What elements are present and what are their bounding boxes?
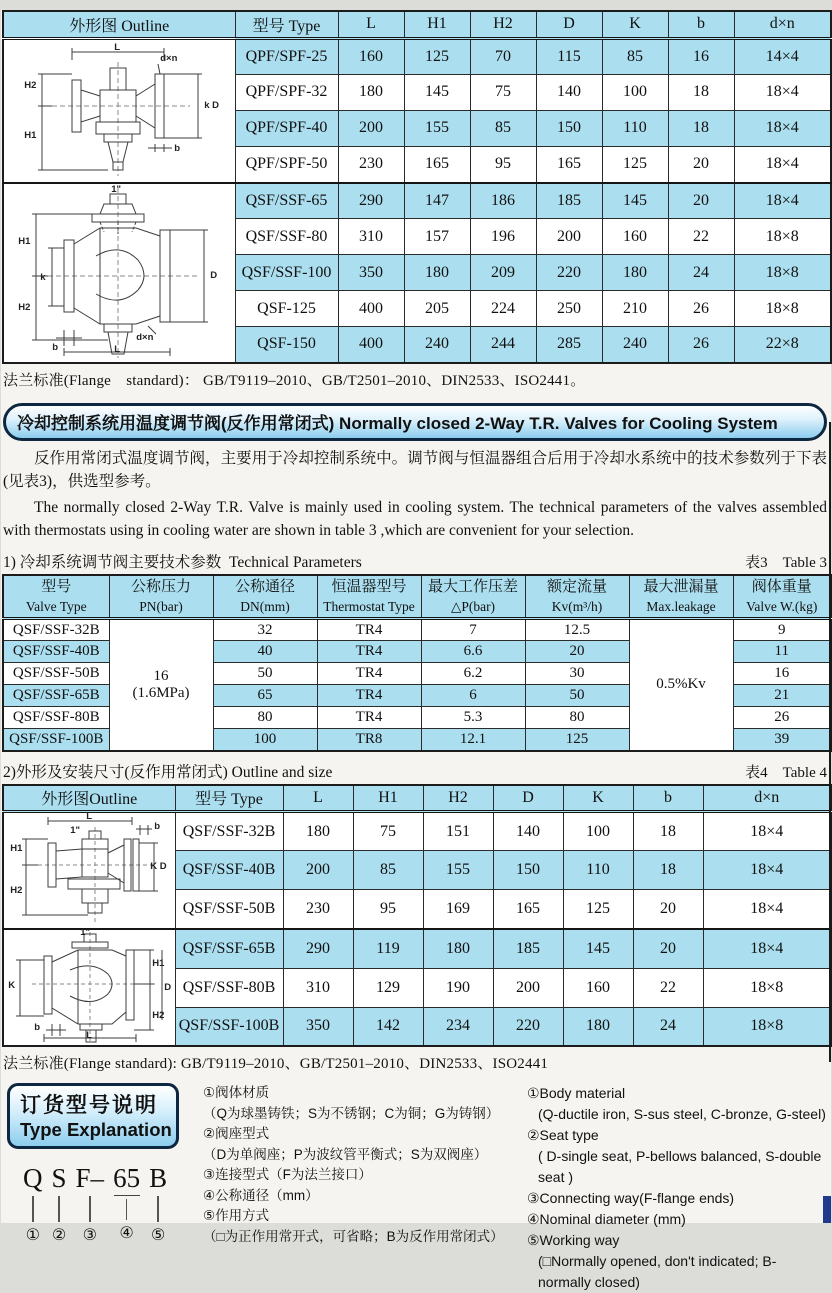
cell-value: 80 <box>525 707 629 729</box>
section-heading-1 <box>3 550 827 572</box>
code-letter: Q <box>23 1163 43 1193</box>
cell-value: 119 <box>353 929 423 968</box>
cell-value: 22×8 <box>734 327 831 363</box>
section-1-title-en: Technical Parameters <box>229 553 362 571</box>
cell-value: 125 <box>525 729 629 751</box>
table-technical-parameters <box>2 574 832 752</box>
cell-value: 110 <box>563 851 633 890</box>
col-header-dxn: d×n <box>734 11 831 38</box>
cell-value: 400 <box>338 327 404 363</box>
cell-type: QSF-150 <box>235 327 338 363</box>
cell-value: TR8 <box>317 729 421 751</box>
section-heading-2 <box>3 760 827 782</box>
cell-value: 70 <box>470 38 536 74</box>
cell-value: 196 <box>470 219 536 255</box>
cell-value: 157 <box>404 219 470 255</box>
col-header-D: D <box>536 11 602 38</box>
cell-value: 24 <box>633 1007 703 1046</box>
cell-leakage-merged: 0.5%Kv <box>629 619 733 751</box>
code-letter: S <box>51 1163 67 1193</box>
cell-type: QSF/SSF-50B <box>175 890 283 929</box>
cell-value: 12.1 <box>421 729 525 751</box>
list-line: （Q为球墨铸铁；S为不锈钢；C为铜；G为铸钢） <box>203 1105 500 1121</box>
cell-value: 85 <box>602 38 668 74</box>
cell-value: 142 <box>353 1007 423 1046</box>
code-item-4 <box>113 1163 140 1244</box>
cell-value: 18×4 <box>703 851 831 890</box>
table-outline-dimensions <box>2 10 832 364</box>
cell-value: 160 <box>563 968 633 1007</box>
cell-type: QSF/SSF-40B <box>175 851 283 890</box>
dim-label-b: b <box>154 821 161 832</box>
cell-value: 18×4 <box>734 110 831 146</box>
circled-digit: ⑤ <box>150 1225 166 1244</box>
cell-type: QSF/SSF-65B <box>3 685 109 707</box>
cell-value: 115 <box>536 38 602 74</box>
dim-label-dxn: d×n <box>136 331 154 343</box>
cell-value: 200 <box>338 110 404 146</box>
col-header-dn: 公称通径 DN(mm) <box>213 575 317 619</box>
flange-standard-note-2: 法兰标准(Flange standard): GB/T9119–2010、GB/T2501–2010、DIN2533、ISO2441 <box>3 1056 549 1072</box>
cell-type: QPF/SPF-50 <box>235 146 338 182</box>
col-header-H1: H1 <box>404 11 470 38</box>
cell-value: 18 <box>668 74 734 110</box>
table-header-row <box>3 575 831 619</box>
valve-outline-drawing-3way <box>3 183 235 363</box>
dim-label-b: b <box>34 1022 41 1033</box>
circled-digit: ② <box>51 1225 67 1244</box>
col-header-leakage: 最大泄漏量 Max.leakage <box>629 575 733 619</box>
dim-label-L: L <box>86 1030 93 1041</box>
cell-value: 100 <box>602 74 668 110</box>
cell-value: 190 <box>423 968 493 1007</box>
list-line: （D为单阀座；P为波纹管平衡式；S为双阀座） <box>203 1146 488 1162</box>
cell-value: TR4 <box>317 685 421 707</box>
cell-value: 39 <box>733 729 831 751</box>
cell-type: QSF/SSF-50B <box>3 663 109 685</box>
cell-value: 150 <box>536 110 602 146</box>
cell-value: 11 <box>733 641 831 663</box>
cell-value: 18×8 <box>734 219 831 255</box>
cell-value: 180 <box>423 929 493 968</box>
cell-value: 350 <box>338 255 404 291</box>
list-line: ③Connecting way(F-flange ends) <box>527 1190 735 1206</box>
cell-value: 200 <box>536 219 602 255</box>
cell-value: 18×4 <box>734 146 831 182</box>
cell-type: QSF/SSF-40B <box>3 641 109 663</box>
col-header-dp: 最大工作压差 △P(bar) <box>421 575 525 619</box>
paragraph-english: The normally closed 2-Way T.R. Valve is mainly used in cooling system. The technical parameters of the valves assembled with thermostats using in cooling water are shown in table 3 ,which are convenient for your selection. <box>3 498 827 539</box>
col-header-K: K <box>563 785 633 812</box>
cell-value: 125 <box>404 38 470 74</box>
cell-value: 20 <box>525 641 629 663</box>
cell-value: 95 <box>353 890 423 929</box>
cell-value: 32 <box>213 619 317 641</box>
cell-value: 6.2 <box>421 663 525 685</box>
leader-line <box>32 1196 34 1222</box>
dim-label-K: K <box>8 980 16 991</box>
cell-value: 95 <box>470 146 536 182</box>
table-row <box>3 38 831 74</box>
list-line: ②Seat type <box>527 1127 599 1143</box>
cell-value: 80 <box>213 707 317 729</box>
cell-value: 310 <box>283 968 353 1007</box>
cell-value: 350 <box>283 1007 353 1046</box>
dim-label-L: L <box>114 41 121 53</box>
list-line: ①阀体材质 <box>203 1085 270 1100</box>
type-explanation-title-en: Type Explanation <box>20 1119 172 1140</box>
cell-value: 26 <box>733 707 831 729</box>
cell-value: 18×8 <box>734 291 831 327</box>
cell-type: QSF/SSF-32B <box>3 619 109 641</box>
list-line: ①Body material <box>527 1085 626 1101</box>
cell-value: 6 <box>421 685 525 707</box>
dim-label-H2: H2 <box>152 1010 165 1021</box>
dim-label-b: b <box>174 142 181 154</box>
cell-value: 285 <box>536 327 602 363</box>
cell-value: 180 <box>563 1007 633 1046</box>
cell-type: QSF/SSF-80B <box>3 707 109 729</box>
cell-type: QPF/SPF-25 <box>235 38 338 74</box>
dim-label-KD: K D <box>150 861 167 872</box>
cell-value: 205 <box>404 291 470 327</box>
table-header-row <box>3 11 831 38</box>
paragraph-chinese: 反作用常闭式温度调节阀，主要用于冷却控制系统中。调节阀与恒温器组合后用于冷却水系统中的技术参数列于下表(见表3)，供选型参考。 <box>3 449 827 490</box>
cell-value: 18×4 <box>703 890 831 929</box>
col-header-thermostat: 恒温器型号 Thermostat Type <box>317 575 421 619</box>
type-explanation-section <box>7 1083 829 1293</box>
list-line: （□为正作用常开式，可省略；B为反作用常闭式） <box>203 1228 504 1244</box>
list-line: (□Normally opened, don't indicated; B-normally closed) <box>538 1253 777 1290</box>
cell-value: 186 <box>470 183 536 219</box>
cell-value: 24 <box>668 255 734 291</box>
dim-label-H1: H1 <box>18 235 31 247</box>
cell-value: 125 <box>563 890 633 929</box>
page-edge-line <box>829 422 831 1062</box>
code-item-2 <box>52 1163 67 1244</box>
cell-value: 50 <box>525 685 629 707</box>
cell-value: 75 <box>470 74 536 110</box>
type-explanation-title-box <box>7 1083 179 1149</box>
cell-value: 400 <box>338 291 404 327</box>
cell-value: 110 <box>602 110 668 146</box>
cell-value: 20 <box>668 183 734 219</box>
cell-value: 180 <box>283 812 353 851</box>
cell-value: 9 <box>733 619 831 641</box>
col-header-type: 型号 Type <box>175 785 283 812</box>
type-explanation-chinese-list <box>203 1083 515 1293</box>
section-1-title-cn: 1) 冷却系统调节阀主要技术参数 <box>3 553 222 571</box>
col-header-H2: H2 <box>470 11 536 38</box>
cell-value: 140 <box>536 74 602 110</box>
cell-value: 180 <box>404 255 470 291</box>
type-explanation-left-column <box>7 1083 191 1293</box>
cell-value: 20 <box>633 929 703 968</box>
section-1-title <box>3 550 362 572</box>
cell-value: 250 <box>536 291 602 327</box>
col-header-b: b <box>668 11 734 38</box>
cell-value: 165 <box>404 146 470 182</box>
leader-line <box>157 1196 159 1222</box>
cell-value: 240 <box>404 327 470 363</box>
dim-label-H2: H2 <box>24 79 37 91</box>
code-item-5 <box>149 1163 167 1244</box>
col-header-b: b <box>633 785 703 812</box>
table-row <box>3 183 831 219</box>
cell-value: 244 <box>470 327 536 363</box>
cell-value: 7 <box>421 619 525 641</box>
cell-type: QSF/SSF-32B <box>175 812 283 851</box>
cell-value: 180 <box>338 74 404 110</box>
cell-value: 14×4 <box>734 38 831 74</box>
col-header-H2: H2 <box>423 785 493 812</box>
flange-standard-note-1: 法兰标准(Flange standard)： GB/T9119–2010、GB/T2501–2010、DIN2533、ISO2441。 <box>3 372 586 389</box>
dim-label-kD: k D <box>204 99 220 111</box>
col-header-D: D <box>493 785 563 812</box>
col-header-H1: H1 <box>353 785 423 812</box>
cell-value: TR4 <box>317 619 421 641</box>
cell-value: 180 <box>602 255 668 291</box>
cell-value: 22 <box>633 968 703 1007</box>
cell-value: TR4 <box>317 641 421 663</box>
cell-value: 18×8 <box>703 968 831 1007</box>
list-line: (Q-ductile iron, S-sus steel, C-bronze, G-steel) <box>538 1106 826 1122</box>
circled-digit: ③ <box>82 1225 97 1244</box>
col-header-K: K <box>602 11 668 38</box>
cell-value: 100 <box>213 729 317 751</box>
dim-label-H2: H2 <box>10 885 23 896</box>
cell-value: 18 <box>668 110 734 146</box>
cell-value: 16 <box>668 38 734 74</box>
leader-line <box>58 1196 60 1222</box>
cell-value: 220 <box>493 1007 563 1046</box>
type-explanation-title-cn: 订货型号说明 <box>20 1094 158 1117</box>
section-banner: 冷却控制系统用温度调节阀(反作用常闭式) Normally closed 2-Way T.R. Valves for Cooling System <box>3 403 827 441</box>
circled-digit: ④ <box>119 1223 134 1242</box>
section-2-title-cn: 2)外形及安装尺寸(反作用常闭式) <box>3 763 228 781</box>
dim-label-D: D <box>210 269 218 281</box>
order-code-diagram <box>23 1163 191 1244</box>
cell-value: 165 <box>493 890 563 929</box>
table-row <box>3 812 831 851</box>
catalog-page <box>1 10 831 1290</box>
cell-value: 185 <box>536 183 602 219</box>
list-line: ③连接型式（F为法兰接口） <box>203 1167 372 1182</box>
cell-value: 18×4 <box>703 812 831 851</box>
code-item-1 <box>23 1163 43 1244</box>
cell-value: 5.3 <box>421 707 525 729</box>
cell-value: 20 <box>633 890 703 929</box>
dim-label-1in: 1" <box>70 825 81 836</box>
col-header-outline: 外形图Outline <box>3 785 175 812</box>
col-header-type: 型号 Type <box>235 11 338 38</box>
cell-value: 155 <box>423 851 493 890</box>
cell-value: 169 <box>423 890 493 929</box>
cell-value: 75 <box>353 812 423 851</box>
col-header-L: L <box>338 11 404 38</box>
dim-label-1in: 1" <box>80 927 91 938</box>
table-header-row <box>3 785 831 812</box>
table-row <box>3 929 831 968</box>
table-outline-size-b <box>2 784 832 1048</box>
cell-value: 50 <box>213 663 317 685</box>
list-line: ④公称通径（mm） <box>203 1187 319 1203</box>
cell-value: 165 <box>536 146 602 182</box>
list-line: ⑤作用方式 <box>203 1208 270 1223</box>
cell-value: 290 <box>338 183 404 219</box>
type-explanation-english-list <box>527 1083 829 1293</box>
cell-type: QPF/SPF-32 <box>235 74 338 110</box>
col-header-L: L <box>283 785 353 812</box>
cell-type: QSF/SSF-80B <box>175 968 283 1007</box>
cell-value: 18 <box>633 812 703 851</box>
cell-value: 147 <box>404 183 470 219</box>
code-item-3 <box>76 1163 105 1244</box>
dim-label-b: b <box>52 341 59 353</box>
section-2-title-en: Outline and size <box>231 763 333 781</box>
cell-value: 230 <box>283 890 353 929</box>
list-line: ②阀座型式 <box>203 1126 270 1141</box>
cell-value: 160 <box>338 38 404 74</box>
cell-value: 240 <box>602 327 668 363</box>
dim-label-L: L <box>86 811 93 822</box>
cell-value: 18×4 <box>703 929 831 968</box>
cell-value: 22 <box>668 219 734 255</box>
cell-type: QSF-125 <box>235 291 338 327</box>
cell-value: 18×8 <box>703 1007 831 1046</box>
cell-value: 200 <box>283 851 353 890</box>
cell-value: 6.6 <box>421 641 525 663</box>
cell-value: 21 <box>733 685 831 707</box>
section-2-title <box>3 760 332 782</box>
cell-value: 85 <box>470 110 536 146</box>
cell-value: 209 <box>470 255 536 291</box>
circled-digit: ① <box>25 1225 40 1244</box>
cell-value: 85 <box>353 851 423 890</box>
code-letter: B <box>149 1163 168 1193</box>
cell-value: 224 <box>470 291 536 327</box>
page-corner-bar <box>823 1196 831 1223</box>
cell-value: 151 <box>423 812 493 851</box>
leader-line <box>126 1199 128 1220</box>
valve-outline-drawing-large-b <box>3 929 175 1046</box>
cell-type: QSF/SSF-100B <box>3 729 109 751</box>
cell-value: 100 <box>563 812 633 851</box>
list-line: ④Nominal diameter (mm) <box>527 1211 686 1227</box>
dim-label-1in: 1" <box>111 183 122 195</box>
cell-value: 18 <box>633 851 703 890</box>
dim-label-H1: H1 <box>10 843 23 854</box>
cell-type: QPF/SPF-40 <box>235 110 338 146</box>
cell-value: 129 <box>353 968 423 1007</box>
cell-value: 20 <box>668 146 734 182</box>
cell-type: QSF/SSF-100B <box>175 1007 283 1046</box>
cell-value: 290 <box>283 929 353 968</box>
leader-line <box>89 1196 91 1222</box>
dim-label-H1: H1 <box>24 129 37 141</box>
cell-pn-merged: 16 (1.6MPa) <box>109 619 213 751</box>
dim-label-H1: H1 <box>152 958 165 969</box>
code-letter: 65 <box>113 1163 141 1193</box>
cell-value: 145 <box>602 183 668 219</box>
cell-value: TR4 <box>317 707 421 729</box>
cell-value: 155 <box>404 110 470 146</box>
cell-value: 18×8 <box>734 255 831 291</box>
cell-value: 16 <box>733 663 831 685</box>
cell-value: TR4 <box>317 663 421 685</box>
col-header-pn: 公称压力 PN(bar) <box>109 575 213 619</box>
cell-value: 185 <box>493 929 563 968</box>
list-line: ( D-single seat, P-bellows balanced, S-double seat ) <box>538 1148 822 1185</box>
dim-label-L: L <box>114 343 121 355</box>
cell-value: 210 <box>602 291 668 327</box>
valve-outline-drawing-2way <box>3 38 235 183</box>
dim-label-D: D <box>164 982 172 993</box>
cell-type: QSF/SSF-65B <box>175 929 283 968</box>
cell-value: 220 <box>536 255 602 291</box>
table-4-caption: 表4 Table 4 <box>745 764 827 781</box>
cell-value: 230 <box>338 146 404 182</box>
cell-value: 26 <box>668 291 734 327</box>
col-header-weight: 阀体重量 Valve W.(kg) <box>733 575 831 619</box>
table-3-caption: 表3 Table 3 <box>745 554 827 571</box>
col-header-dxn: d×n <box>703 785 831 812</box>
dim-label-k: k <box>40 271 46 283</box>
cell-value: 12.5 <box>525 619 629 641</box>
col-header-valve-type: 型号 Valve Type <box>3 575 109 619</box>
cell-type: QSF/SSF-100 <box>235 255 338 291</box>
dim-label-H2: H2 <box>18 301 31 313</box>
list-line: ⑤Working way <box>527 1232 620 1248</box>
cell-value: 18×4 <box>734 183 831 219</box>
cell-value: 145 <box>404 74 470 110</box>
table-row <box>3 619 831 641</box>
cell-value: 125 <box>602 146 668 182</box>
cell-value: 30 <box>525 663 629 685</box>
code-letter: F– <box>75 1163 105 1193</box>
cell-value: 200 <box>493 968 563 1007</box>
cell-value: 160 <box>602 219 668 255</box>
cell-value: 40 <box>213 641 317 663</box>
cell-value: 234 <box>423 1007 493 1046</box>
col-header-outline: 外形图 Outline <box>3 11 235 38</box>
valve-outline-drawing-small-b <box>3 812 175 930</box>
cell-type: QSF/SSF-80 <box>235 219 338 255</box>
cell-value: 140 <box>493 812 563 851</box>
cell-type: QSF/SSF-65 <box>235 183 338 219</box>
cell-value: 26 <box>668 327 734 363</box>
cell-value: 150 <box>493 851 563 890</box>
dim-label-dxn: d×n <box>160 52 178 64</box>
bracket-line <box>114 1195 140 1196</box>
cell-value: 65 <box>213 685 317 707</box>
col-header-kv: 额定流量 Kv(m³/h) <box>525 575 629 619</box>
cell-value: 145 <box>563 929 633 968</box>
cell-value: 310 <box>338 219 404 255</box>
cell-value: 18×4 <box>734 74 831 110</box>
